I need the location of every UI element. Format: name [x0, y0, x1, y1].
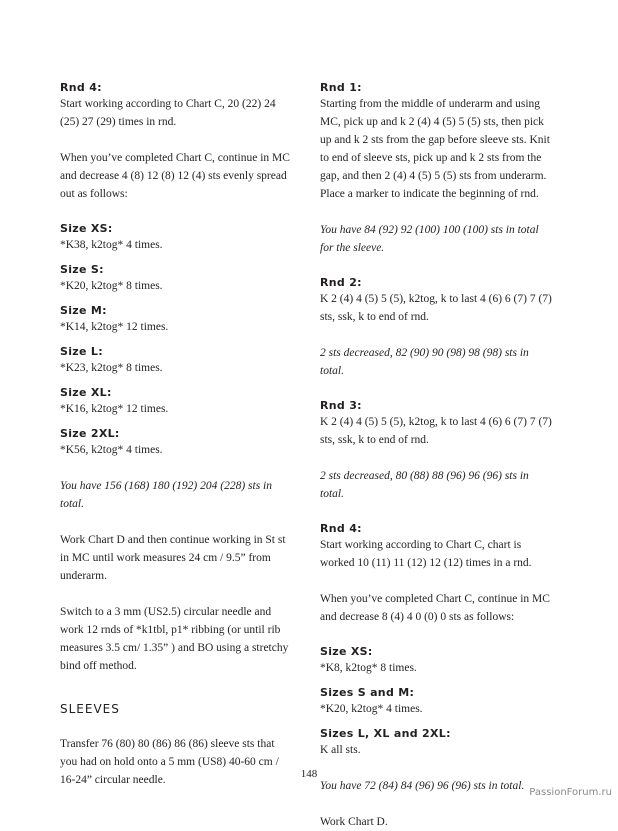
rnd-1-heading: Rnd 1:	[320, 81, 362, 94]
rnd-4-heading-right: Rnd 4:	[320, 522, 362, 535]
rnd-4-text-right: Start working according to Chart C, chart is worked 10 (11) 11 (12) 12 (12) times in a rnd.	[320, 539, 532, 569]
size-s-label: Size S:	[60, 263, 104, 276]
size-2xl-label: Size 2XL:	[60, 427, 120, 440]
sleeve-size-xs-text: *K8, k2tog* 8 times.	[320, 662, 417, 674]
sleeves-transfer-text: Transfer 76 (80) 80 (86) 86 (86) sleeve sts that you had on hold onto a 5 mm (US8) 40-60 cm / 16-24” circular needle.	[60, 738, 279, 786]
size-l-label: Size L:	[60, 345, 103, 358]
rnd-2-heading: Rnd 2:	[320, 276, 362, 289]
ribbing-text: Switch to a 3 mm (US2.5) circular needle and work 12 rnds of *k1tbl, p1* ribbing (or until rib measures 3.5 cm/ 1.35” ) and BO using a stretchy bind off method.	[60, 606, 289, 672]
size-m-text: *K14, k2tog* 12 times.	[60, 321, 169, 333]
sleeves-section-title: SLEEVES	[60, 702, 120, 716]
sleeve-size-xs-label: Size XS:	[320, 645, 373, 658]
size-xs-label: Size XS:	[60, 222, 113, 235]
right-column	[320, 80, 552, 831]
rnd-1-total: You have 84 (92) 92 (100) 100 (100) sts in total for the sleeve.	[320, 224, 539, 254]
rnd-1-text: Starting from the middle of underarm and using MC, pick up and k 2 (4) 4 (5) 5 (5) sts, then pick up and k 2 sts from the gap before sleeve sts. Knit to end of sleeve sts, pick up and k 2 sts from the gap, and then 2 (4) 4 (5) 5 (5) sts from underarm. Place a marker to indicate the beginning of rnd.	[320, 98, 550, 200]
left-column	[60, 80, 292, 789]
size-l-text: *K23, k2tog* 8 times.	[60, 362, 163, 374]
rnd-2-text: K 2 (4) 4 (5) 5 (5), k2tog, k to last 4 (6) 6 (7) 7 (7) sts, ssk, k to end of rnd.	[320, 293, 552, 323]
sleeve-total-text: You have 72 (84) 84 (96) 96 (96) sts in total.	[320, 780, 525, 792]
chart-d-text: Work Chart D and then continue working in St st in MC until work measures 24 cm / 9.5” from underarm.	[60, 534, 286, 582]
watermark: PassionForum.ru	[529, 787, 612, 798]
rnd-3-heading: Rnd 3:	[320, 399, 362, 412]
size-s-text: *K20, k2tog* 8 times.	[60, 280, 163, 292]
size-xl-text: *K16, k2tog* 12 times.	[60, 403, 169, 415]
rnd-3-text: K 2 (4) 4 (5) 5 (5), k2tog, k to last 4 (6) 6 (7) 7 (7) sts, ssk, k to end of rnd.	[320, 416, 552, 446]
size-m-label: Size M:	[60, 304, 107, 317]
rnd-2-decrease: 2 sts decreased, 82 (90) 90 (98) 98 (98) sts in total.	[320, 347, 529, 377]
page-number: 148	[300, 768, 318, 780]
sleeve-sizes-l-xl-2xl-label: Sizes L, XL and 2XL:	[320, 727, 451, 740]
size-xs-text: *K38, k2tog* 4 times.	[60, 239, 163, 251]
chart-c-continue-text: When you’ve completed Chart C, continue in MC and decrease 4 (8) 12 (8) 12 (4) sts evenly spread out as follows:	[60, 152, 290, 200]
body-total-text: You have 156 (168) 180 (192) 204 (228) sts in total.	[60, 480, 272, 510]
sleeve-sizes-s-m-text: *K20, k2tog* 4 times.	[320, 703, 423, 715]
sleeve-sizes-s-m-label: Sizes S and M:	[320, 686, 415, 699]
rnd-4-text: Start working according to Chart C, 20 (22) 24 (25) 27 (29) times in rnd.	[60, 98, 276, 128]
chart-c-continue-text-right: When you’ve completed Chart C, continue in MC and decrease 8 (4) 4 0 (0) 0 sts as follows:	[320, 593, 550, 623]
sleeve-chart-d-text: Work Chart D.	[320, 816, 388, 828]
size-xl-label: Size XL:	[60, 386, 112, 399]
size-2xl-text: *K56, k2tog* 4 times.	[60, 444, 163, 456]
rnd-3-decrease: 2 sts decreased, 80 (88) 88 (96) 96 (96) sts in total.	[320, 470, 529, 500]
rnd-4-heading: Rnd 4:	[60, 81, 102, 94]
sleeve-sizes-l-xl-2xl-text: K all sts.	[320, 744, 361, 756]
